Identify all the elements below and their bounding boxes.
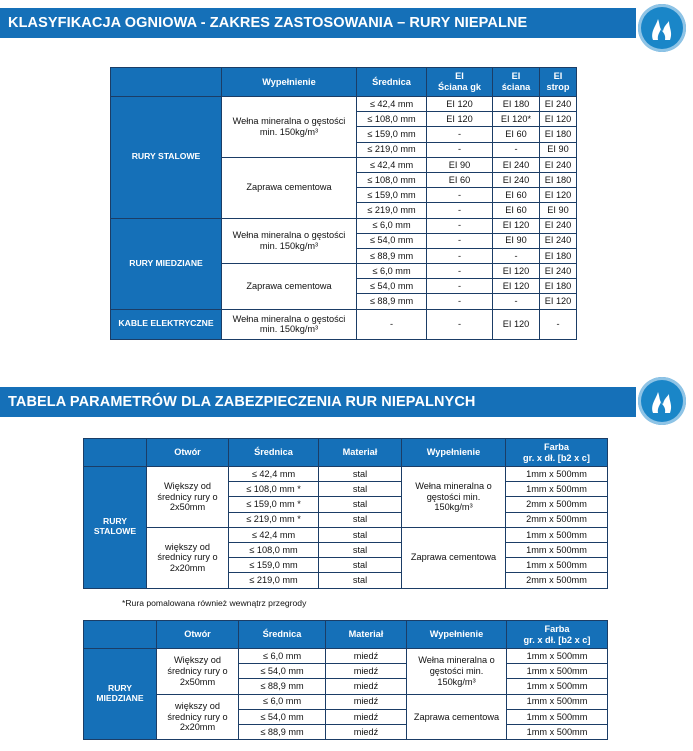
header-diameter: Średnica — [357, 68, 427, 97]
copper-pipes-parameters-table — [83, 620, 608, 740]
value-cell: EI 90 — [427, 157, 493, 172]
header-material: Materiał — [319, 439, 402, 467]
value-cell: - — [427, 309, 493, 339]
header-fill: Wypełnienie — [407, 621, 507, 649]
value-cell: - — [427, 279, 493, 294]
value-cell: EI 180 — [540, 127, 577, 142]
diameter-cell: ≤ 108,0 mm * — [229, 482, 319, 497]
value-cell: EI 90 — [540, 142, 577, 157]
fill-cell: Wełna mineralna o gęstości min. 150kg/m³ — [407, 649, 507, 695]
material-cell: miedź — [326, 709, 407, 724]
flame-logo-icon — [638, 4, 686, 52]
material-cell: miedź — [326, 664, 407, 679]
material-cell: miedź — [326, 679, 407, 694]
paint-cell: 1mm x 500mm — [506, 482, 608, 497]
paint-cell: 1mm x 500mm — [507, 664, 608, 679]
header-opening: Otwór — [147, 439, 229, 467]
value-cell: ≤ 108,0 mm — [357, 172, 427, 187]
fill-cell: Wełna mineralna o gęstości min. 150kg/m³ — [402, 467, 506, 528]
header-fill: Wypełnienie — [402, 439, 506, 467]
value-cell: EI 180 — [540, 248, 577, 263]
value-cell: - — [357, 309, 427, 339]
fill-cell: Zaprawa cementowa — [402, 527, 506, 588]
value-cell: EI 120 — [493, 264, 540, 279]
group-label: RURY MIEDZIANE — [84, 649, 157, 740]
header-ei-wall: EI ściana — [493, 68, 540, 97]
material-cell: stal — [319, 497, 402, 512]
header-blank — [84, 621, 157, 649]
paint-cell: 2mm x 500mm — [506, 497, 608, 512]
opening-cell: większy od średnicy rury o 2x20mm — [157, 694, 239, 740]
paint-cell: 1mm x 500mm — [507, 649, 608, 664]
value-cell: - — [427, 127, 493, 142]
value-cell: ≤ 88,9 mm — [357, 248, 427, 263]
material-cell: stal — [319, 573, 402, 588]
paint-cell: 1mm x 500mm — [507, 724, 608, 739]
section-2-title: TABELA PARAMETRÓW DLA ZABEZPIECZENIA RUR NIEPALNYCH — [8, 394, 476, 410]
value-cell: EI 240 — [540, 157, 577, 172]
paint-cell: 1mm x 500mm — [507, 679, 608, 694]
value-cell: EI 240 — [540, 97, 577, 112]
value-cell: ≤ 159,0 mm — [357, 188, 427, 203]
fill-cell: Wełna mineralna o gęstości min. 150kg/m³ — [222, 309, 357, 339]
value-cell: EI 240 — [493, 172, 540, 187]
value-cell: ≤ 219,0 mm — [357, 203, 427, 218]
value-cell: - — [540, 309, 577, 339]
value-cell: ≤ 108,0 mm — [357, 112, 427, 127]
value-cell: EI 120 — [493, 279, 540, 294]
value-cell: EI 240 — [493, 157, 540, 172]
table-row — [84, 694, 608, 709]
diameter-cell: ≤ 42,4 mm — [229, 467, 319, 482]
opening-cell: większy od średnicy rury o 2x20mm — [147, 527, 229, 588]
value-cell: EI 180 — [540, 279, 577, 294]
diameter-cell: ≤ 159,0 mm * — [229, 497, 319, 512]
paint-cell: 1mm x 500mm — [506, 558, 608, 573]
fill-cell: Zaprawa cementowa — [407, 694, 507, 740]
table-row — [84, 649, 608, 664]
table-row — [84, 527, 608, 542]
paint-cell: 1mm x 500mm — [506, 527, 608, 542]
diameter-cell: ≤ 159,0 mm — [229, 558, 319, 573]
section-1-title: KLASYFIKACJA OGNIOWA - ZAKRES ZASTOSOWANIA – RURY NIEPALNE — [8, 15, 528, 31]
opening-cell: Większy od średnicy rury o 2x50mm — [147, 467, 229, 528]
diameter-cell: ≤ 108,0 mm — [229, 542, 319, 557]
header-diameter: Średnica — [229, 439, 319, 467]
value-cell: EI 60 — [493, 188, 540, 203]
value-cell: EI 120 — [540, 294, 577, 309]
paint-cell: 1mm x 500mm — [507, 709, 608, 724]
header-blank — [111, 68, 222, 97]
value-cell: EI 120 — [540, 112, 577, 127]
paint-cell: 2mm x 500mm — [506, 512, 608, 527]
value-cell: EI 180 — [540, 172, 577, 187]
material-cell: miedź — [326, 724, 407, 739]
value-cell: - — [427, 218, 493, 233]
diameter-cell: ≤ 54,0 mm — [239, 709, 326, 724]
group-label: RURY MIEDZIANE — [111, 218, 222, 309]
value-cell: EI 120 — [427, 112, 493, 127]
table-row — [111, 97, 577, 112]
value-cell: EI 240 — [540, 264, 577, 279]
paint-cell: 1mm x 500mm — [507, 694, 608, 709]
header-diameter: Średnica — [239, 621, 326, 649]
value-cell: ≤ 219,0 mm — [357, 142, 427, 157]
classification-table — [110, 67, 577, 340]
header-paint: Farba gr. x dł. [b2 x c] — [507, 621, 608, 649]
value-cell: EI 120 — [493, 218, 540, 233]
value-cell: - — [493, 142, 540, 157]
diameter-cell: ≤ 6,0 mm — [239, 694, 326, 709]
opening-cell: Większy od średnicy rury o 2x50mm — [157, 649, 239, 695]
diameter-cell: ≤ 219,0 mm * — [229, 512, 319, 527]
group-label: RURY STALOWE — [111, 97, 222, 219]
value-cell: ≤ 54,0 mm — [357, 279, 427, 294]
material-cell: stal — [319, 542, 402, 557]
value-cell: EI 240 — [540, 218, 577, 233]
table-row — [111, 309, 577, 339]
value-cell: - — [427, 264, 493, 279]
fill-cell: Wełna mineralna o gęstości min. 150kg/m³ — [222, 97, 357, 158]
fill-cell: Zaprawa cementowa — [222, 264, 357, 310]
diameter-cell: ≤ 42,4 mm — [229, 527, 319, 542]
value-cell: EI 120 — [427, 97, 493, 112]
paint-cell: 2mm x 500mm — [506, 573, 608, 588]
value-cell: ≤ 159,0 mm — [357, 127, 427, 142]
section-1-banner — [0, 8, 636, 38]
value-cell: ≤ 54,0 mm — [357, 233, 427, 248]
value-cell: EI 60 — [427, 172, 493, 187]
diameter-cell: ≤ 219,0 mm — [229, 573, 319, 588]
group-label: KABLE ELEKTRYCZNE — [111, 309, 222, 339]
value-cell: EI 120 — [493, 309, 540, 339]
section-2-banner — [0, 387, 636, 417]
material-cell: stal — [319, 558, 402, 573]
material-cell: miedź — [326, 649, 407, 664]
steel-pipes-parameters-table — [83, 438, 608, 589]
value-cell: ≤ 6,0 mm — [357, 264, 427, 279]
value-cell: - — [427, 203, 493, 218]
paint-cell: 1mm x 500mm — [506, 467, 608, 482]
value-cell: EI 90 — [493, 233, 540, 248]
table-row — [111, 218, 577, 233]
material-cell: miedź — [326, 694, 407, 709]
header-material: Materiał — [326, 621, 407, 649]
header-blank — [84, 439, 147, 467]
value-cell: - — [427, 188, 493, 203]
material-cell: stal — [319, 512, 402, 527]
material-cell: stal — [319, 482, 402, 497]
material-cell: stal — [319, 527, 402, 542]
value-cell: EI 180 — [493, 97, 540, 112]
value-cell: EI 120* — [493, 112, 540, 127]
header-ei-wall-gk: EI Ściana gk — [427, 68, 493, 97]
value-cell: - — [427, 294, 493, 309]
table-row — [84, 467, 608, 482]
paint-cell: 1mm x 500mm — [506, 542, 608, 557]
value-cell: EI 240 — [540, 233, 577, 248]
value-cell: ≤ 88,9 mm — [357, 294, 427, 309]
footnote: *Rura pomalowana również wewnątrz przegrody — [122, 598, 307, 608]
value-cell: - — [493, 248, 540, 263]
fill-cell: Zaprawa cementowa — [222, 157, 357, 218]
diameter-cell: ≤ 6,0 mm — [239, 649, 326, 664]
value-cell: - — [427, 233, 493, 248]
fill-cell: Wełna mineralna o gęstości min. 150kg/m³ — [222, 218, 357, 264]
value-cell: ≤ 42,4 mm — [357, 97, 427, 112]
value-cell: EI 60 — [493, 127, 540, 142]
flame-logo-icon — [638, 377, 686, 425]
value-cell: - — [493, 294, 540, 309]
header-fill: Wypełnienie — [222, 68, 357, 97]
value-cell: ≤ 6,0 mm — [357, 218, 427, 233]
value-cell: EI 120 — [540, 188, 577, 203]
header-ei-ceiling: EI strop — [540, 68, 577, 97]
value-cell: - — [427, 142, 493, 157]
value-cell: - — [427, 248, 493, 263]
diameter-cell: ≤ 88,9 mm — [239, 679, 326, 694]
value-cell: EI 90 — [540, 203, 577, 218]
header-opening: Otwór — [157, 621, 239, 649]
diameter-cell: ≤ 54,0 mm — [239, 664, 326, 679]
group-label: RURY STALOWE — [84, 467, 147, 589]
value-cell: ≤ 42,4 mm — [357, 157, 427, 172]
material-cell: stal — [319, 467, 402, 482]
header-paint: Farba gr. x dł. [b2 x c] — [506, 439, 608, 467]
diameter-cell: ≤ 88,9 mm — [239, 724, 326, 739]
value-cell: EI 60 — [493, 203, 540, 218]
